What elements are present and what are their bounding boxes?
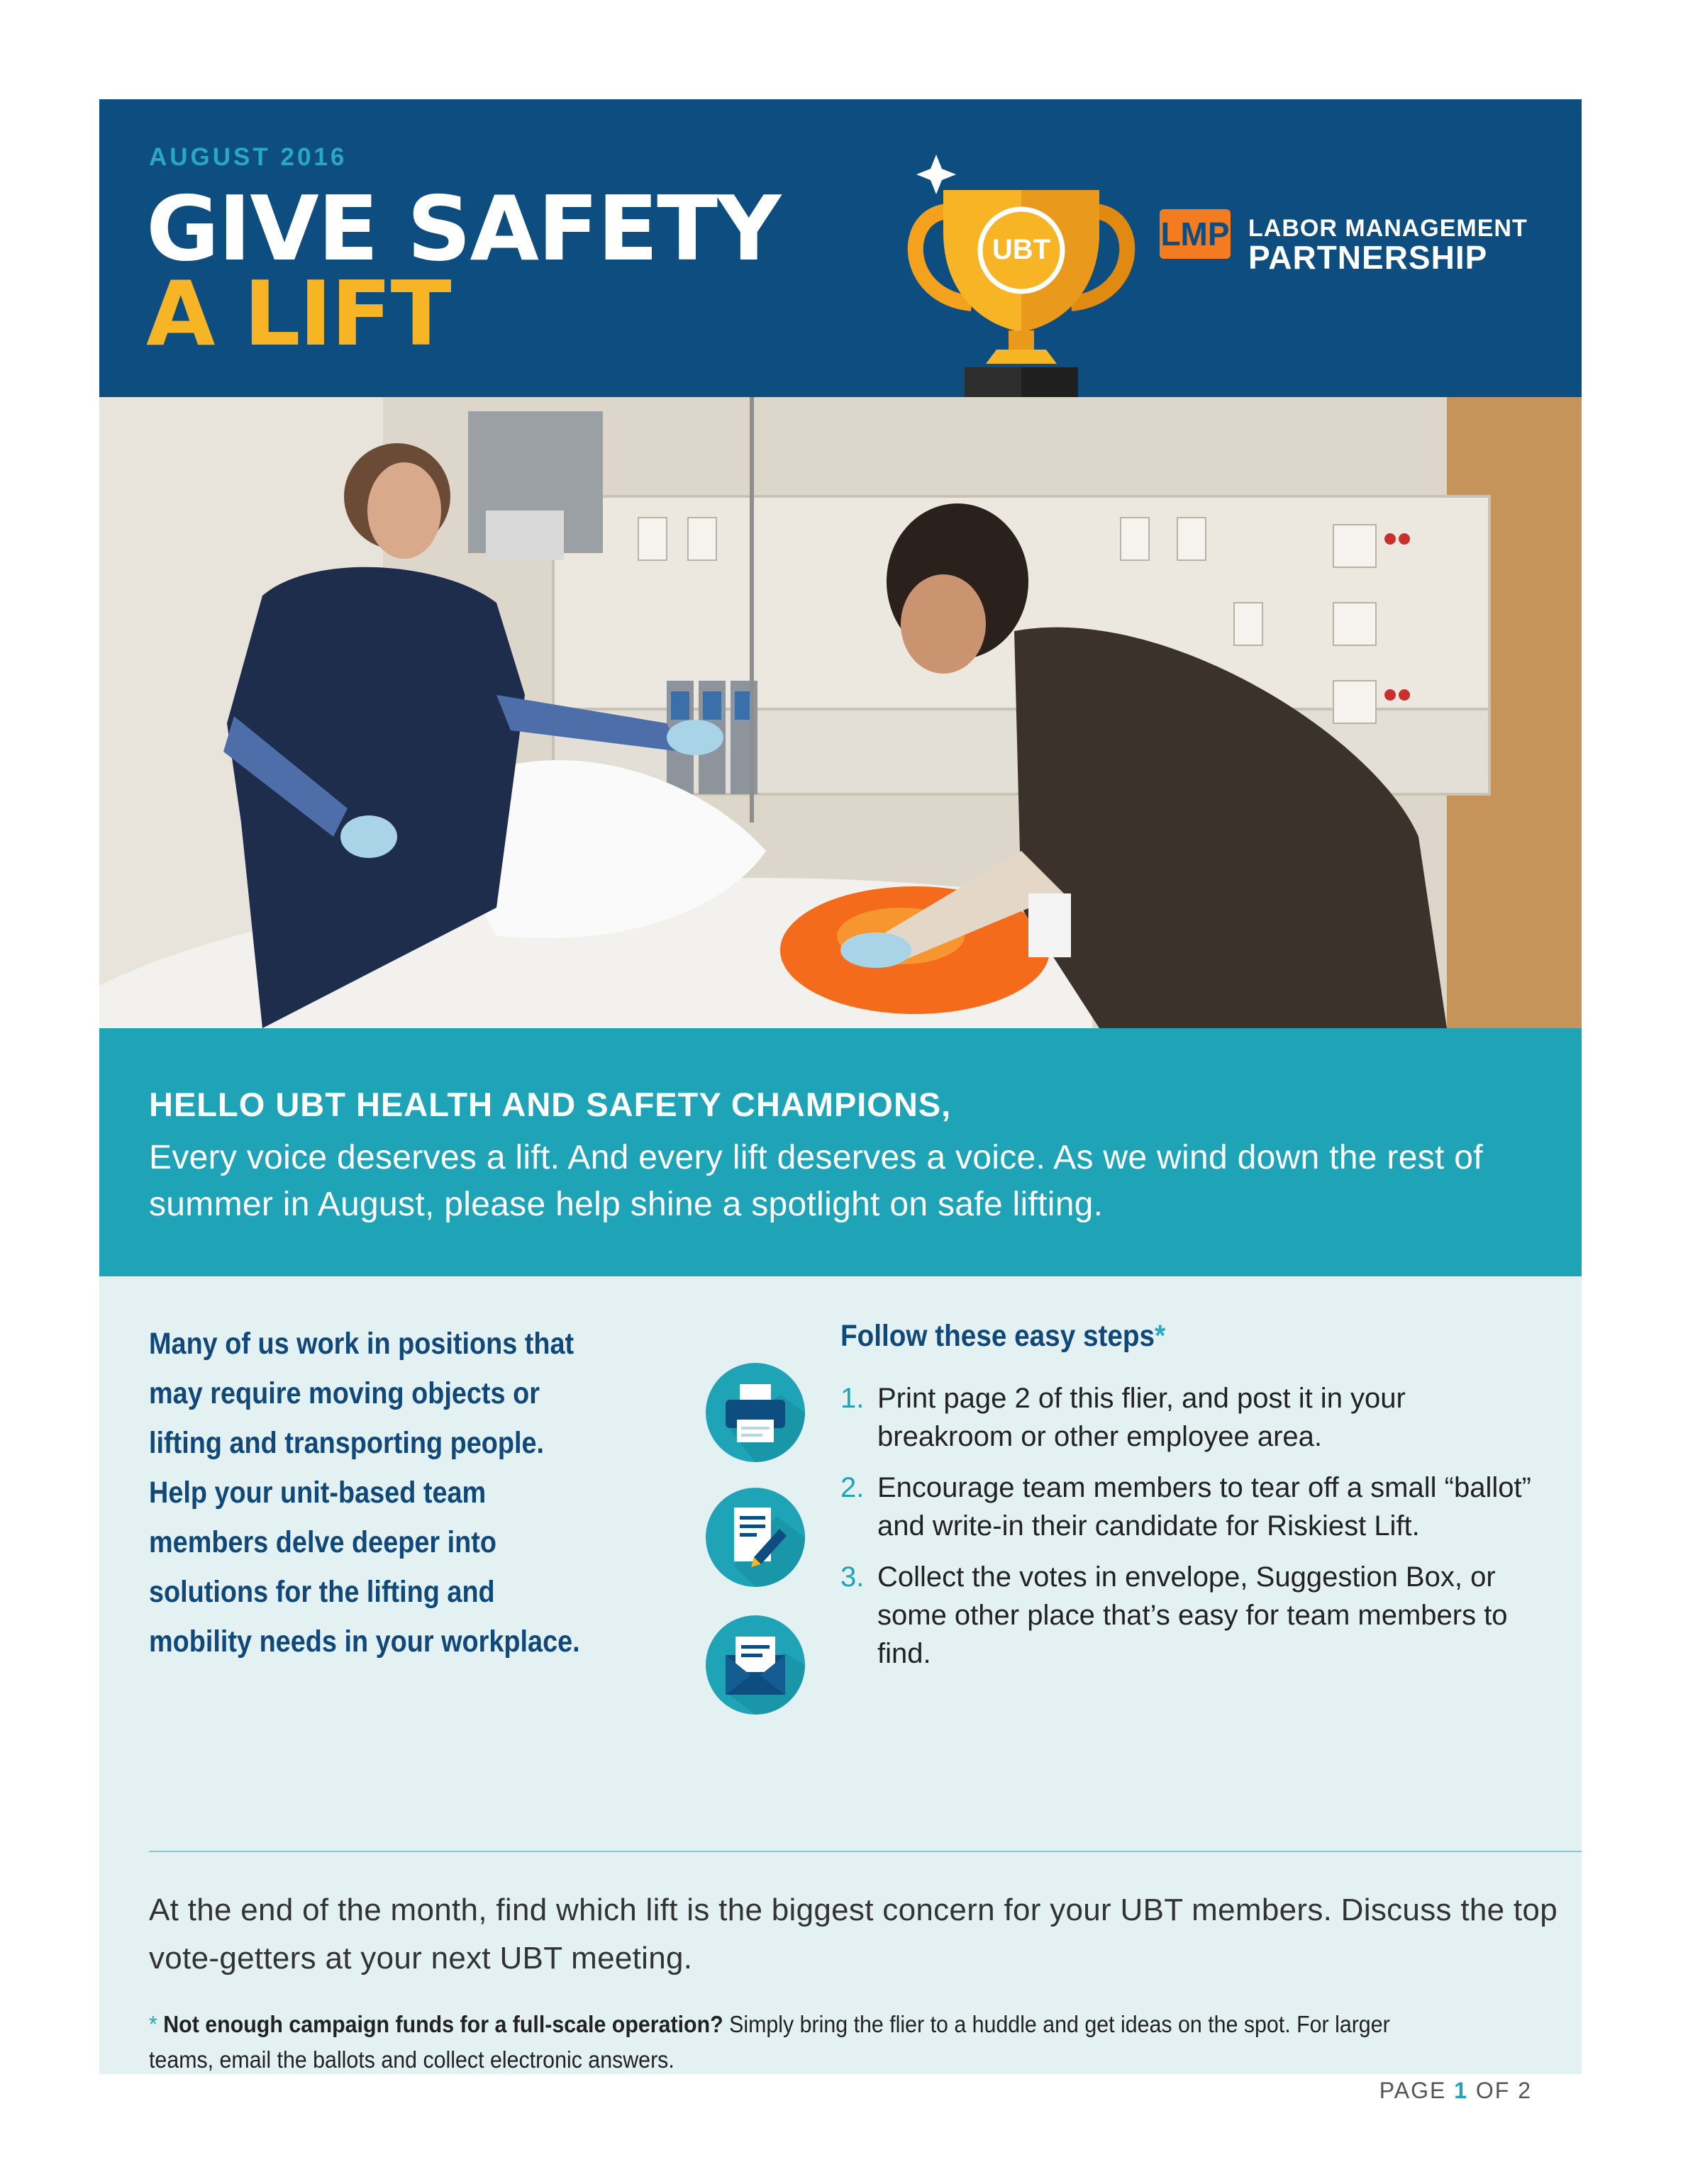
flier-page [99,99,1582,2103]
step-number: 3. [840,1561,865,1593]
logo-text-line-1: LABOR MANAGEMENT [1248,215,1528,242]
ballot-pen-icon [706,1488,805,1587]
footnote-asterisk: * [149,2011,157,2037]
lmp-logo-mark: LMP [1160,216,1230,252]
lmp-logo [1160,209,1231,259]
footnote [149,2007,1441,2078]
step-number: 1. [840,1383,865,1414]
printer-icon [706,1363,805,1462]
step-item-3 [840,1558,1536,1673]
step-text: Encourage team members to tear off a small “ballot” and write-in their candidate for Riskiest Lift. [877,1472,1531,1542]
intro-text: Every voice deserves a lift. And every lift deserves a voice. As we wind down the rest of summer in August, please help shine a spotlight on safe lifting. [149,1139,1483,1223]
envelope-icon [706,1615,805,1715]
title-line-1: GIVE SAFETY [146,177,780,281]
section-divider [149,1851,1582,1852]
issue-date: AUGUST 2016 [149,143,348,171]
steps-heading [840,1319,1165,1354]
greeting-band [99,1028,1582,1276]
step-text: Print page 2 of this flier, and post it in your breakroom or other employee area. [877,1383,1406,1452]
logo-text-line-2: PARTNERSHIP [1248,239,1488,276]
step-number: 2. [840,1472,865,1503]
page-number [1379,2078,1532,2104]
steps-heading-text: Follow these easy steps [840,1319,1155,1353]
steps-heading-asterisk: * [1155,1319,1166,1353]
content-section [99,1276,1582,2103]
title-line-2: A LIFT [146,262,450,366]
greeting-heading: HELLO UBT HEALTH AND SAFETY CHAMPIONS, [149,1086,952,1123]
footnote-question: Not enough campaign funds for a full-scale operation? [163,2011,723,2037]
header-banner [99,99,1582,397]
footnote-text: Simply bring the flier to a huddle and get ideas on the spot. For larger teams, email the ballots and collect electronic answers. [149,2011,1390,2073]
trophy-badge-text: UBT [992,234,1051,265]
closing-paragraph: At the end of the month, find which lift is the biggest concern for your UBT members. Discuss the top vote-getters at your next UBT meeting. [149,1893,1557,1976]
steps-list [840,1379,1536,1686]
step-item-1 [840,1379,1536,1456]
page-current: 1 [1454,2078,1468,2103]
page-suffix: OF 2 [1467,2078,1532,2103]
step-text: Collect the votes in envelope, Suggestion Box, or some other place that’s easy for team members to find. [877,1561,1508,1669]
step-item-2 [840,1469,1536,1545]
lead-paragraph: Many of us work in positions that may require moving objects or lifting and transporting people. Help your unit-based team members delve deeper into solutions for the lifting and mobility needs in your workplace. [149,1327,580,1659]
page-prefix: PAGE [1379,2078,1455,2103]
hospital-lift-photo [99,397,1582,1028]
